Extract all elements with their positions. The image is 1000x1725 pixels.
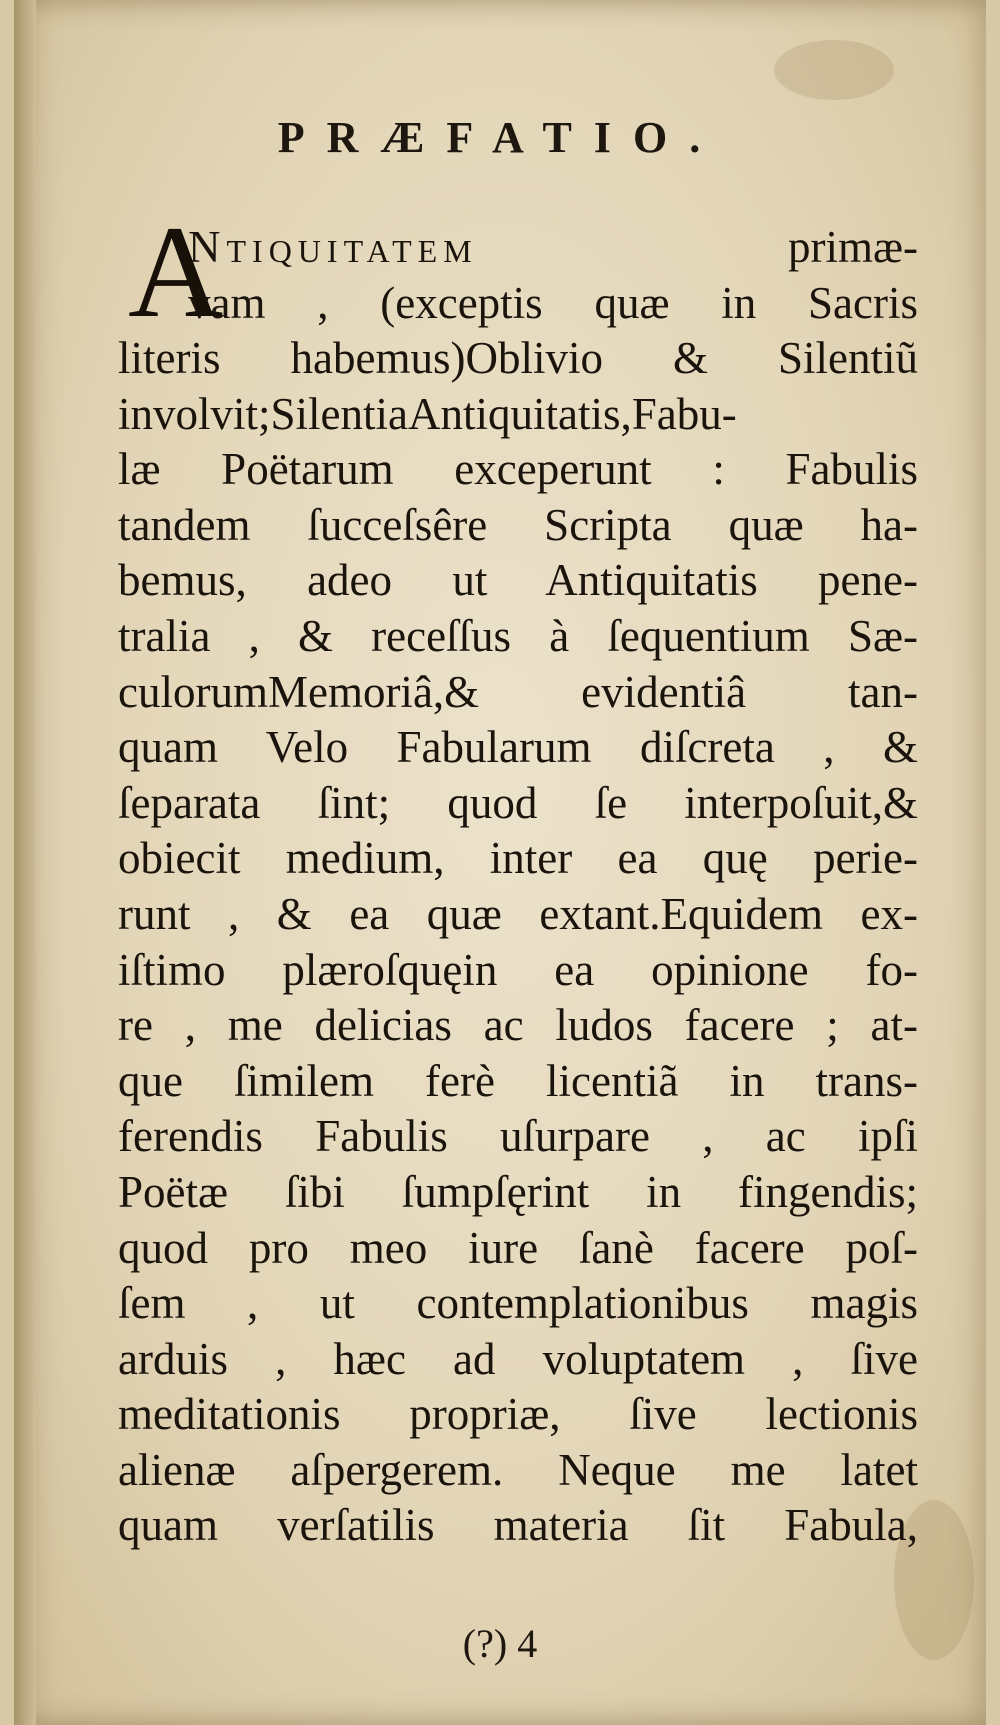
text-line: quod pro meo iure ſanè facere poſ- xyxy=(118,1222,918,1273)
text-line: que ſimilem ferè licentiã in trans- xyxy=(118,1055,918,1106)
text-line: runt , & ea quæ extant.Equidem ex- xyxy=(118,888,918,939)
text-line: Poëtæ ſibi ſumpſęrint in fingendis; xyxy=(118,1166,918,1217)
text-line: vam , (exceptis quæ in Sacris xyxy=(188,277,918,328)
text-line: ſem , ut contemplationibus magis xyxy=(118,1278,918,1329)
text-line: tralia , & receſſus à ſequentium Sæ- xyxy=(118,610,918,661)
preface-text xyxy=(118,198,918,1554)
paper-stain xyxy=(774,40,894,100)
text-line: ferendis Fabulis uſurpare , ac ipſi xyxy=(118,1111,918,1162)
text-line: involvit;SilentiaAntiquitatis,Fabu- xyxy=(118,388,737,439)
text-line: arduis , hæc ad voluptatem , ſive xyxy=(118,1333,918,1384)
signature-mark: (?) 4 xyxy=(462,1621,538,1666)
text-line: bemus, adeo ut Antiquitatis pene- xyxy=(118,555,918,606)
text-line: quam Velo Fabularum diſcreta , & xyxy=(118,722,918,773)
text-line: iſtimo plæroſquęin ea opinione fo- xyxy=(118,944,918,995)
text-line: meditationis propriæ, ſive lectionis xyxy=(118,1389,918,1440)
opening-paragraph xyxy=(118,198,918,345)
text-line: obiecit medium, inter ea quę perie- xyxy=(118,833,918,884)
text-line: literis habemus)Oblivio & Silentiũ xyxy=(118,333,918,383)
text-line: culorumMemoriâ,& evidentiâ tan- xyxy=(118,666,918,717)
text-line: læ Poëtarum exceperunt : Fabulis xyxy=(118,444,918,495)
small-caps-word: Ntiquitatem xyxy=(188,222,478,272)
text-line: tandem ſucceſsêre Scripta quæ ha- xyxy=(118,499,918,550)
text-line xyxy=(188,220,918,276)
page-title: PRÆFATIO. xyxy=(277,113,723,162)
text-line: alienæ aſpergerem. Neque me latet xyxy=(118,1444,918,1495)
text-line: re , me delicias ac ludos facere ; at- xyxy=(118,1000,918,1051)
book-spine-shadow xyxy=(14,0,36,1725)
text-line: quam verſatilis materia ſit Fabula, xyxy=(118,1500,918,1551)
text-line: ſeparata ſint; quod ſe interpoſuit,& xyxy=(118,777,918,828)
text-fragment: primæ- xyxy=(788,222,918,272)
drop-cap: A xyxy=(128,198,224,345)
